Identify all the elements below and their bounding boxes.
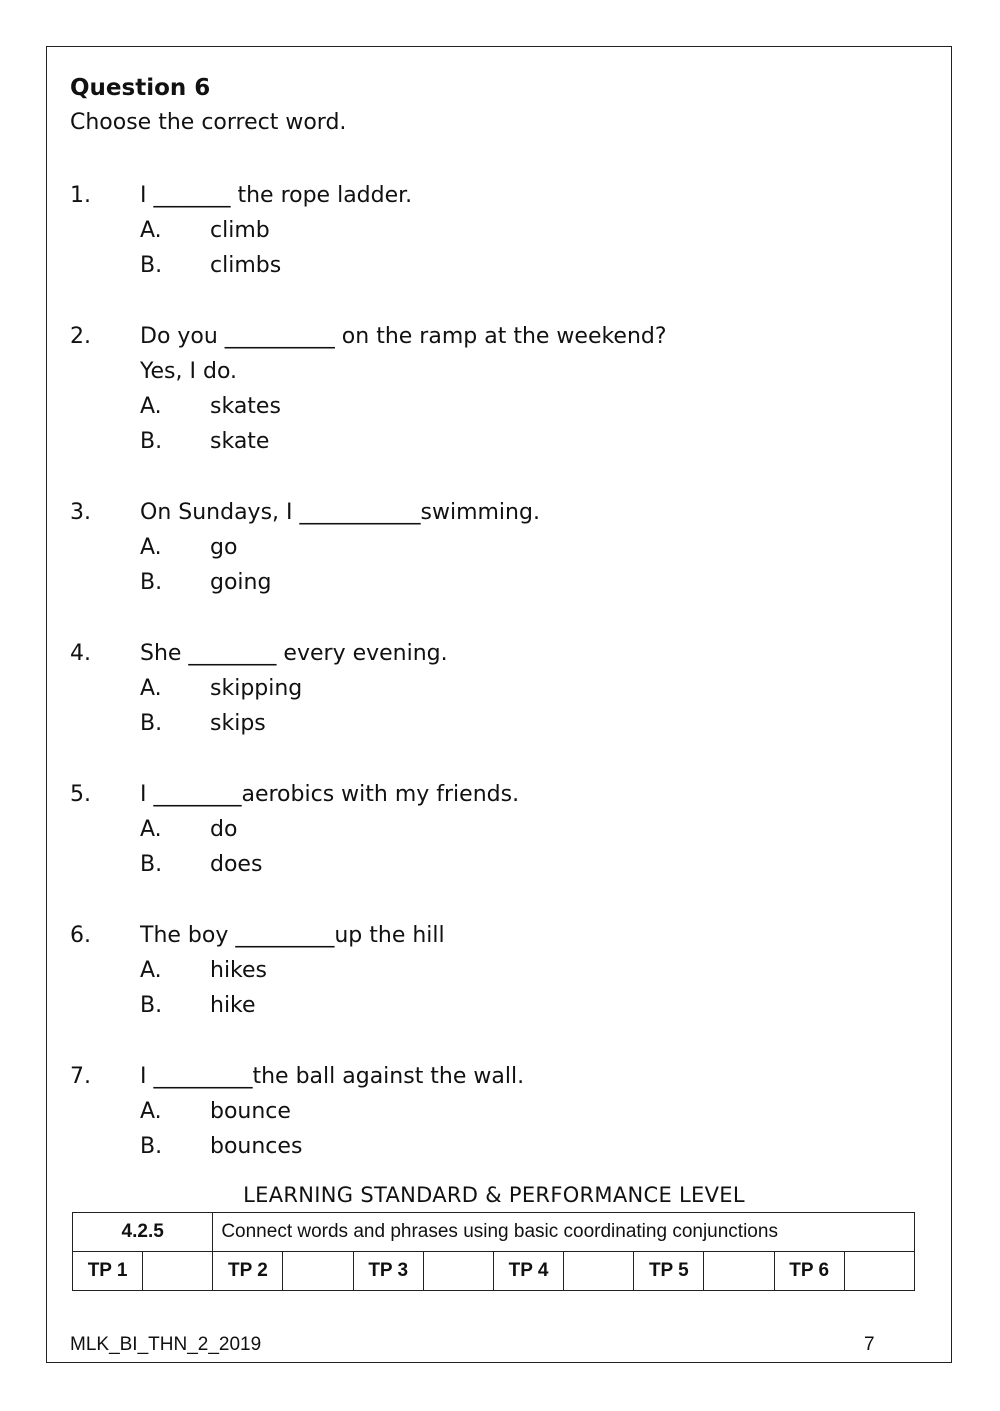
option-text: go (210, 535, 238, 560)
option-a[interactable] (140, 953, 930, 988)
item-stem: I _______ the rope ladder. (140, 183, 413, 208)
item-stem: She ________ every evening. (140, 641, 448, 666)
option-a[interactable] (140, 671, 930, 706)
option-b[interactable] (140, 565, 930, 600)
option-b[interactable] (140, 248, 930, 283)
option-b[interactable] (140, 847, 930, 882)
option-a[interactable] (140, 389, 930, 424)
option-text: do (210, 817, 238, 842)
option-a[interactable] (140, 530, 930, 565)
level-checkbox[interactable] (423, 1252, 493, 1291)
option-letter: B. (140, 711, 163, 736)
level-checkbox[interactable] (844, 1252, 914, 1291)
question-item-7 (70, 1059, 930, 1164)
level-label: TP 3 (353, 1252, 423, 1291)
level-label: TP 5 (634, 1252, 704, 1291)
option-letter: A. (140, 817, 162, 842)
item-number: 3. (70, 500, 91, 525)
option-text: bounces (210, 1134, 303, 1159)
option-text: climb (210, 218, 270, 243)
option-letter: A. (140, 958, 162, 983)
option-b[interactable] (140, 424, 930, 459)
question-item-2 (70, 319, 930, 459)
item-number: 6. (70, 923, 91, 948)
option-text: hike (210, 993, 256, 1018)
option-letter: A. (140, 535, 162, 560)
option-text: skips (210, 711, 266, 736)
option-letter: A. (140, 394, 162, 419)
item-number: 4. (70, 641, 91, 666)
option-letter: A. (140, 1099, 162, 1124)
option-text: bounce (210, 1099, 291, 1124)
option-letter: B. (140, 570, 163, 595)
standard-code: 4.2.5 (73, 1213, 213, 1252)
footer-doc-code: MLK_BI_THN_2_2019 (70, 1334, 262, 1355)
option-letter: A. (140, 218, 162, 243)
option-b[interactable] (140, 1129, 930, 1164)
question-item-5 (70, 777, 930, 882)
option-text: skipping (210, 676, 303, 701)
footer-page-number: 7 (864, 1334, 875, 1355)
item-answer-line: Yes, I do. (140, 359, 238, 384)
level-label: TP 1 (73, 1252, 143, 1291)
option-letter: B. (140, 429, 163, 454)
level-checkbox[interactable] (564, 1252, 634, 1291)
option-letter: B. (140, 253, 163, 278)
question-item-3 (70, 495, 930, 600)
option-b[interactable] (140, 706, 930, 741)
question-item-4 (70, 636, 930, 741)
option-text: skate (210, 429, 270, 454)
option-text: skates (210, 394, 281, 419)
table-row (73, 1213, 915, 1252)
option-letter: B. (140, 993, 163, 1018)
item-stem: Do you __________ on the ramp at the weekend? (140, 324, 667, 349)
item-number: 1. (70, 183, 91, 208)
option-letter: B. (140, 1134, 163, 1159)
item-number: 5. (70, 782, 91, 807)
level-checkbox[interactable] (704, 1252, 774, 1291)
level-label: TP 4 (493, 1252, 563, 1291)
level-checkbox[interactable] (283, 1252, 353, 1291)
table-row (73, 1252, 915, 1291)
question-item-6 (70, 918, 930, 1023)
option-letter: B. (140, 852, 163, 877)
option-letter: A. (140, 676, 162, 701)
question-instruction: Choose the correct word. (70, 110, 347, 135)
option-text: does (210, 852, 263, 877)
question-title: Question 6 (70, 75, 211, 101)
option-text: climbs (210, 253, 282, 278)
option-b[interactable] (140, 988, 930, 1023)
option-a[interactable] (140, 812, 930, 847)
learning-standard-table (72, 1212, 915, 1291)
level-checkbox[interactable] (143, 1252, 213, 1291)
option-a[interactable] (140, 1094, 930, 1129)
item-stem: I _________the ball against the wall. (140, 1064, 525, 1089)
learning-standard-heading: LEARNING STANDARD & PERFORMANCE LEVEL (243, 1183, 745, 1207)
option-a[interactable] (140, 213, 930, 248)
question-item-1 (70, 178, 930, 283)
item-number: 2. (70, 324, 91, 349)
option-text: hikes (210, 958, 268, 983)
level-label: TP 2 (213, 1252, 283, 1291)
item-stem: On Sundays, I ___________swimming. (140, 500, 540, 525)
level-label: TP 6 (774, 1252, 844, 1291)
worksheet-content (70, 70, 930, 1200)
item-number: 7. (70, 1064, 91, 1089)
item-stem: I ________aerobics with my friends. (140, 782, 520, 807)
option-text: going (210, 570, 272, 595)
item-stem: The boy _________up the hill (140, 923, 445, 948)
standard-description: Connect words and phrases using basic coordinating conjunctions (213, 1213, 915, 1252)
